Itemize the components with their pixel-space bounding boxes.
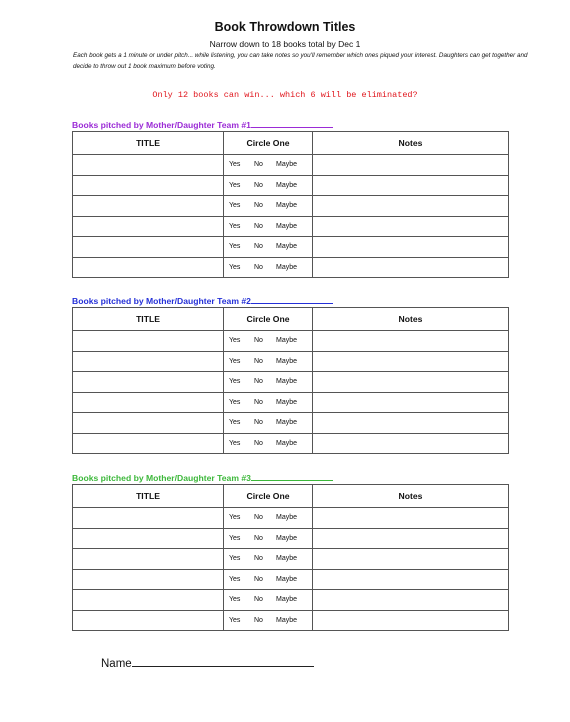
notes-cell[interactable] [313, 155, 509, 176]
option-maybe[interactable]: Maybe [276, 534, 298, 542]
table-row [73, 351, 509, 372]
option-no[interactable]: No [254, 439, 263, 447]
option-yes[interactable]: Yes [229, 161, 241, 169]
notes-cell[interactable] [313, 433, 509, 454]
notes-cell[interactable] [313, 237, 509, 258]
book-title-cell[interactable] [73, 351, 224, 372]
option-no[interactable]: No [254, 222, 263, 230]
option-maybe[interactable]: Maybe [276, 555, 298, 563]
team-3-name-blank[interactable] [251, 472, 333, 481]
book-title-cell[interactable] [73, 392, 224, 413]
subtitle: Narrow down to 18 books total by Dec 1 [209, 39, 361, 49]
option-maybe[interactable]: Maybe [276, 419, 298, 427]
option-maybe[interactable]: Maybe [276, 243, 298, 251]
table-row [73, 569, 509, 590]
option-yes[interactable]: Yes [229, 181, 241, 189]
option-no[interactable]: No [254, 378, 263, 386]
option-maybe[interactable]: Maybe [276, 596, 298, 604]
option-yes[interactable]: Yes [229, 575, 241, 583]
table-row [73, 216, 509, 237]
book-title-cell[interactable] [73, 528, 224, 549]
instructions: Each book gets a 1 minute or under pitch... while listening, you can take notes so you'll remember which ones piqued your interest. Daughters can get together and decide to throw out 1 book maximum before voting. [73, 52, 528, 70]
option-maybe[interactable]: Maybe [276, 263, 298, 271]
team-3-table [72, 484, 509, 631]
option-no[interactable]: No [254, 181, 263, 189]
option-yes[interactable]: Yes [229, 337, 241, 345]
name-label: Name [101, 658, 132, 670]
table-row [73, 331, 509, 352]
team-3-heading-text: Books pitched by Mother/Daughter Team #3 [72, 473, 251, 483]
option-maybe[interactable]: Maybe [276, 398, 298, 406]
circle-one-cell [224, 590, 313, 611]
table-row [73, 413, 509, 434]
table-row [73, 549, 509, 570]
book-title-cell[interactable] [73, 549, 224, 570]
circle-one-cell [224, 257, 313, 278]
book-title-cell[interactable] [73, 216, 224, 237]
table-header-row [73, 308, 509, 331]
circle-one-cell [224, 549, 313, 570]
circle-one-cell [224, 528, 313, 549]
notes-column-header: Notes [313, 485, 509, 508]
table-row [73, 237, 509, 258]
table-row [73, 392, 509, 413]
option-no[interactable]: No [254, 419, 263, 427]
option-yes[interactable]: Yes [229, 378, 241, 386]
title-column-header: TITLE [73, 308, 224, 331]
book-title-cell[interactable] [73, 196, 224, 217]
option-maybe[interactable]: Maybe [276, 616, 298, 624]
option-yes[interactable]: Yes [229, 419, 241, 427]
option-no[interactable]: No [254, 263, 263, 271]
option-maybe[interactable]: Maybe [276, 161, 298, 169]
notes-cell[interactable] [313, 413, 509, 434]
name-blank[interactable] [132, 655, 314, 667]
team-2-rows [73, 331, 509, 454]
option-maybe[interactable]: Maybe [276, 337, 298, 345]
team-1-heading [72, 119, 333, 130]
notes-cell[interactable] [313, 257, 509, 278]
book-title-cell[interactable] [73, 610, 224, 631]
table-row [73, 372, 509, 393]
page-title: Book Throwdown Titles [214, 20, 356, 34]
option-maybe[interactable]: Maybe [276, 181, 298, 189]
option-no[interactable]: No [254, 161, 263, 169]
option-yes[interactable]: Yes [229, 534, 241, 542]
circle-one-cell [224, 508, 313, 529]
team-1-rows [73, 155, 509, 278]
team-1-table [72, 131, 509, 278]
option-yes[interactable]: Yes [229, 398, 241, 406]
circle-one-column-header: Circle One [224, 132, 313, 155]
table-row [73, 433, 509, 454]
circle-one-cell [224, 216, 313, 237]
option-no[interactable]: No [254, 398, 263, 406]
option-no[interactable]: No [254, 616, 263, 624]
notes-cell[interactable] [313, 331, 509, 352]
title-column-header: TITLE [73, 485, 224, 508]
circle-one-cell [224, 392, 313, 413]
option-maybe[interactable]: Maybe [276, 378, 298, 386]
book-title-cell[interactable] [73, 413, 224, 434]
table-row [73, 175, 509, 196]
book-title-cell[interactable] [73, 175, 224, 196]
option-maybe[interactable]: Maybe [276, 222, 298, 230]
notes-cell[interactable] [313, 216, 509, 237]
notes-cell[interactable] [313, 590, 509, 611]
team-3-heading [72, 472, 333, 483]
circle-one-column-header: Circle One [224, 308, 313, 331]
book-title-cell[interactable] [73, 433, 224, 454]
table-row [73, 508, 509, 529]
option-yes[interactable]: Yes [229, 616, 241, 624]
option-yes[interactable]: Yes [229, 439, 241, 447]
option-yes[interactable]: Yes [229, 202, 241, 210]
table-row [73, 590, 509, 611]
option-no[interactable]: No [254, 357, 263, 365]
option-no[interactable]: No [254, 202, 263, 210]
notes-column-header: Notes [313, 308, 509, 331]
table-header-row [73, 485, 509, 508]
option-maybe[interactable]: Maybe [276, 202, 298, 210]
option-yes[interactable]: Yes [229, 555, 241, 563]
option-yes[interactable]: Yes [229, 596, 241, 604]
notes-cell[interactable] [313, 196, 509, 217]
notes-cell[interactable] [313, 528, 509, 549]
team-1-heading-text: Books pitched by Mother/Daughter Team #1 [72, 120, 251, 130]
notes-cell[interactable] [313, 610, 509, 631]
circle-one-cell [224, 196, 313, 217]
option-no[interactable]: No [254, 514, 263, 522]
notes-cell[interactable] [313, 351, 509, 372]
table-row [73, 196, 509, 217]
option-maybe[interactable]: Maybe [276, 439, 298, 447]
notes-cell[interactable] [313, 372, 509, 393]
circle-one-cell [224, 237, 313, 258]
option-yes[interactable]: Yes [229, 514, 241, 522]
circle-one-cell [224, 372, 313, 393]
table-row [73, 257, 509, 278]
option-yes[interactable]: Yes [229, 357, 241, 365]
circle-one-column-header: Circle One [224, 485, 313, 508]
option-maybe[interactable]: Maybe [276, 357, 298, 365]
book-title-cell[interactable] [73, 155, 224, 176]
circle-one-cell [224, 155, 313, 176]
circle-one-cell [224, 331, 313, 352]
circle-one-cell [224, 413, 313, 434]
team-2-name-blank[interactable] [251, 295, 333, 304]
option-maybe[interactable]: Maybe [276, 575, 298, 583]
notes-cell[interactable] [313, 508, 509, 529]
option-no[interactable]: No [254, 555, 263, 563]
table-row [73, 610, 509, 631]
team-1-name-blank[interactable] [251, 119, 333, 128]
table-row [73, 155, 509, 176]
title-column-header: TITLE [73, 132, 224, 155]
team-2-heading-text: Books pitched by Mother/Daughter Team #2 [72, 296, 251, 306]
name-field [101, 655, 314, 670]
option-maybe[interactable]: Maybe [276, 514, 298, 522]
notes-column-header: Notes [313, 132, 509, 155]
team-3-rows [73, 508, 509, 631]
notes-cell[interactable] [313, 175, 509, 196]
option-no[interactable]: No [254, 596, 263, 604]
notes-cell[interactable] [313, 569, 509, 590]
notes-cell[interactable] [313, 392, 509, 413]
option-yes[interactable]: Yes [229, 263, 241, 271]
table-header-row [73, 132, 509, 155]
option-no[interactable]: No [254, 575, 263, 583]
book-title-cell[interactable] [73, 237, 224, 258]
book-title-cell[interactable] [73, 257, 224, 278]
circle-one-cell [224, 351, 313, 372]
elimination-notice: Only 12 books can win... which 6 will be eliminated? [152, 90, 418, 100]
team-2-heading [72, 295, 333, 306]
book-title-cell[interactable] [73, 331, 224, 352]
option-no[interactable]: No [254, 337, 263, 345]
circle-one-cell [224, 569, 313, 590]
book-title-cell[interactable] [73, 569, 224, 590]
book-title-cell[interactable] [73, 590, 224, 611]
table-row [73, 528, 509, 549]
option-yes[interactable]: Yes [229, 222, 241, 230]
option-yes[interactable]: Yes [229, 243, 241, 251]
book-title-cell[interactable] [73, 372, 224, 393]
circle-one-cell [224, 610, 313, 631]
book-title-cell[interactable] [73, 508, 224, 529]
circle-one-cell [224, 175, 313, 196]
notes-cell[interactable] [313, 549, 509, 570]
circle-one-cell [224, 433, 313, 454]
option-no[interactable]: No [254, 243, 263, 251]
team-2-table [72, 307, 509, 454]
option-no[interactable]: No [254, 534, 263, 542]
